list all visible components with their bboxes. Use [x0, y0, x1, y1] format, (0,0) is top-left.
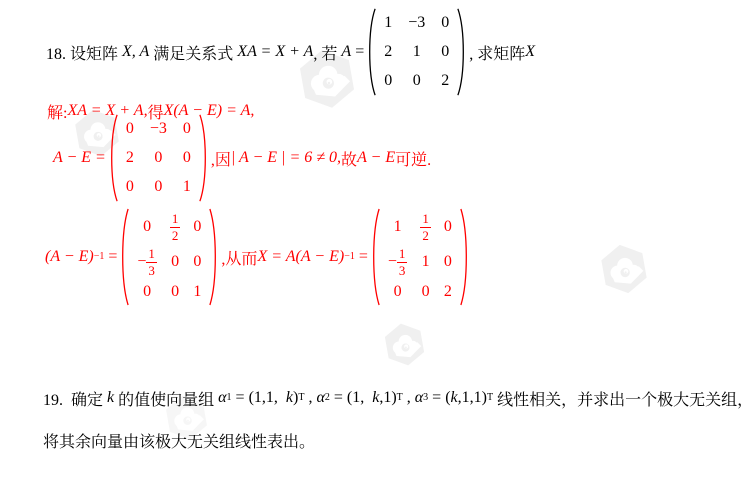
fraction-numerator: 1	[148, 246, 155, 261]
alpha3-k: k	[450, 389, 458, 406]
matrix-a	[367, 7, 466, 97]
sol2-ame-expression: A − E	[357, 149, 396, 166]
p18-lead-text: 18. 设矩阵	[46, 45, 123, 63]
matrix-cell: −3	[408, 14, 426, 32]
matrix-cell: 0	[182, 120, 191, 138]
sol1-eq2: X(A − E) = A,	[163, 102, 255, 119]
matrix-cell: 1	[393, 218, 402, 235]
matrix-cell: 2	[441, 71, 450, 89]
watermark-logo-icon	[598, 243, 650, 295]
matrix-cell: 0	[441, 42, 450, 60]
matrix-cell: 0	[193, 218, 202, 235]
right-paren-icon	[460, 207, 469, 307]
matrix-cell: 0	[421, 283, 430, 300]
sol3-eq-sign-2: =	[354, 248, 368, 265]
separator-1: ,	[304, 389, 317, 406]
matrix-a-minus-e	[109, 113, 208, 203]
matrix-cell	[388, 247, 408, 277]
matrix-cell: 0	[143, 283, 152, 300]
alpha3-var: α	[414, 389, 424, 406]
watermark-logo-icon	[382, 322, 427, 367]
sol2-invertible-text: 可逆.	[395, 151, 432, 169]
fraction-numerator: 1	[422, 211, 429, 226]
matrix-cell: 0	[171, 283, 180, 300]
alpha2-k: k	[372, 389, 380, 406]
matrix-cell: 0	[154, 148, 163, 166]
matrix-cell: 0	[412, 71, 421, 89]
sol3-conjunction-text: ,从而	[221, 250, 258, 268]
matrix-inverse	[120, 207, 218, 307]
matrix-cell: 0	[125, 177, 134, 195]
right-paren-icon	[457, 7, 466, 97]
p19-k-var: k	[107, 389, 115, 406]
matrix-cell: 0	[384, 71, 393, 89]
fraction-denominator: 3	[398, 263, 406, 278]
alpha3-close: ,1,1)	[457, 389, 487, 406]
matrix-x-result	[371, 207, 469, 307]
matrix-cell: 0	[441, 14, 450, 32]
matrix-cell: 2	[125, 148, 134, 166]
sol1-de-text: 得	[147, 104, 164, 122]
minus-sign: −	[137, 253, 147, 270]
sol2-det-expression: | A − E | = 6 ≠ 0,	[230, 149, 342, 166]
p18-a-var: A	[341, 43, 352, 60]
matrix-cell: 1	[421, 253, 430, 270]
p18-tail-text: , 求矩阵	[469, 45, 526, 63]
alpha3-open: = (	[428, 389, 451, 406]
left-paren-icon	[367, 7, 376, 97]
matrix-cell	[420, 212, 431, 242]
p18-tail-var: X	[525, 43, 536, 60]
sol2-lhs: A − E =	[53, 149, 106, 166]
solution-line-2	[53, 121, 431, 195]
matrix-cell: 2	[443, 283, 452, 300]
alpha1-close: )	[293, 389, 299, 406]
matrix-cell: 1	[182, 177, 191, 195]
alpha1-k: k	[285, 389, 294, 406]
sol3-eq-sign: =	[104, 248, 118, 265]
separator-2: ,	[402, 389, 415, 406]
matrix-cell: 0	[125, 120, 134, 138]
p18-eq-sign: =	[351, 43, 365, 60]
matrix-cell: 0	[193, 253, 202, 270]
matrix-cell	[170, 212, 181, 242]
sol1-eq1: XA = X + A,	[67, 102, 148, 119]
matrix-cell: 1	[193, 283, 202, 300]
matrix-cell: 0	[443, 218, 452, 235]
alpha2-open: = (1,	[329, 389, 373, 406]
jie-label: 解:	[47, 104, 68, 122]
problem-18-statement	[46, 8, 535, 96]
p18-ruo-text: , 若	[313, 45, 342, 63]
left-paren-icon	[109, 113, 118, 203]
problem-19-line-2	[43, 427, 315, 453]
matrix-cell: 0	[393, 283, 402, 300]
matrix-cell: 0	[443, 253, 452, 270]
sol3-x-expression: X = A(A − E)	[257, 248, 345, 265]
p18-variables: X, A	[122, 43, 150, 60]
fraction-denominator: 2	[171, 228, 179, 243]
matrix-cell	[137, 247, 157, 277]
alpha2-var: α	[316, 389, 325, 406]
right-paren-icon	[209, 207, 218, 307]
p18-relation: XA = X + A	[237, 43, 314, 60]
matrix-cell: 0	[171, 253, 180, 270]
p19-tail-text: 线性相关，并求出一个极大无关组，	[493, 391, 753, 409]
fraction-numerator: 1	[171, 211, 179, 226]
p19-mid-text: 的值使向量组	[114, 391, 219, 409]
matrix-cell: 2	[384, 42, 393, 60]
p19-line2-text: 将其余向量由该极大无关组线性表出。	[43, 433, 316, 451]
sol3-inverse-lhs: (A − E)	[45, 248, 94, 265]
sol2-gu-text: 故	[341, 151, 358, 169]
minus-sign: −	[387, 253, 397, 270]
fraction-denominator: 2	[422, 228, 429, 243]
right-paren-icon	[199, 113, 208, 203]
solution-line-3: (A − E) −1 = 0 $\frac{1}{2}$ 0 − $\frac{1}{3}$ 0 0 0 0 1 ,从而 X = A(A − E) −1 = 1 $\frac{1}{2}$ 0 − $\frac{1}{3}$ 1 0 0 0 2	[45, 197, 472, 317]
p19-lead-text: 19. 确定	[43, 391, 108, 409]
sol2-yin-text: ,因	[210, 151, 231, 169]
matrix-cell: 0	[154, 177, 163, 195]
problem-19-statement: 19. 确定 k 的值使向量组 α 1 = (1,1, k ) T , α 2 = (1, k ,1) T , α 3 = ( k ,1,1) T 线性相关，并求出一个极大无关组，	[43, 383, 753, 413]
left-paren-icon	[120, 207, 129, 307]
alpha2-close: ,1)	[379, 389, 397, 406]
matrix-cell: −3	[149, 120, 167, 138]
matrix-cell: 1	[384, 14, 393, 32]
alpha1-var: α	[218, 389, 227, 406]
matrix-cell: 1	[412, 42, 421, 60]
matrix-cell: 0	[182, 148, 191, 166]
alpha1-open: = (1,1,	[231, 389, 286, 406]
fraction-numerator: 1	[398, 246, 406, 261]
matrix-cell: 0	[143, 218, 152, 235]
fraction-denominator: 3	[148, 263, 155, 278]
left-paren-icon	[371, 207, 380, 307]
p18-mid-text: 满足关系式	[149, 45, 238, 63]
